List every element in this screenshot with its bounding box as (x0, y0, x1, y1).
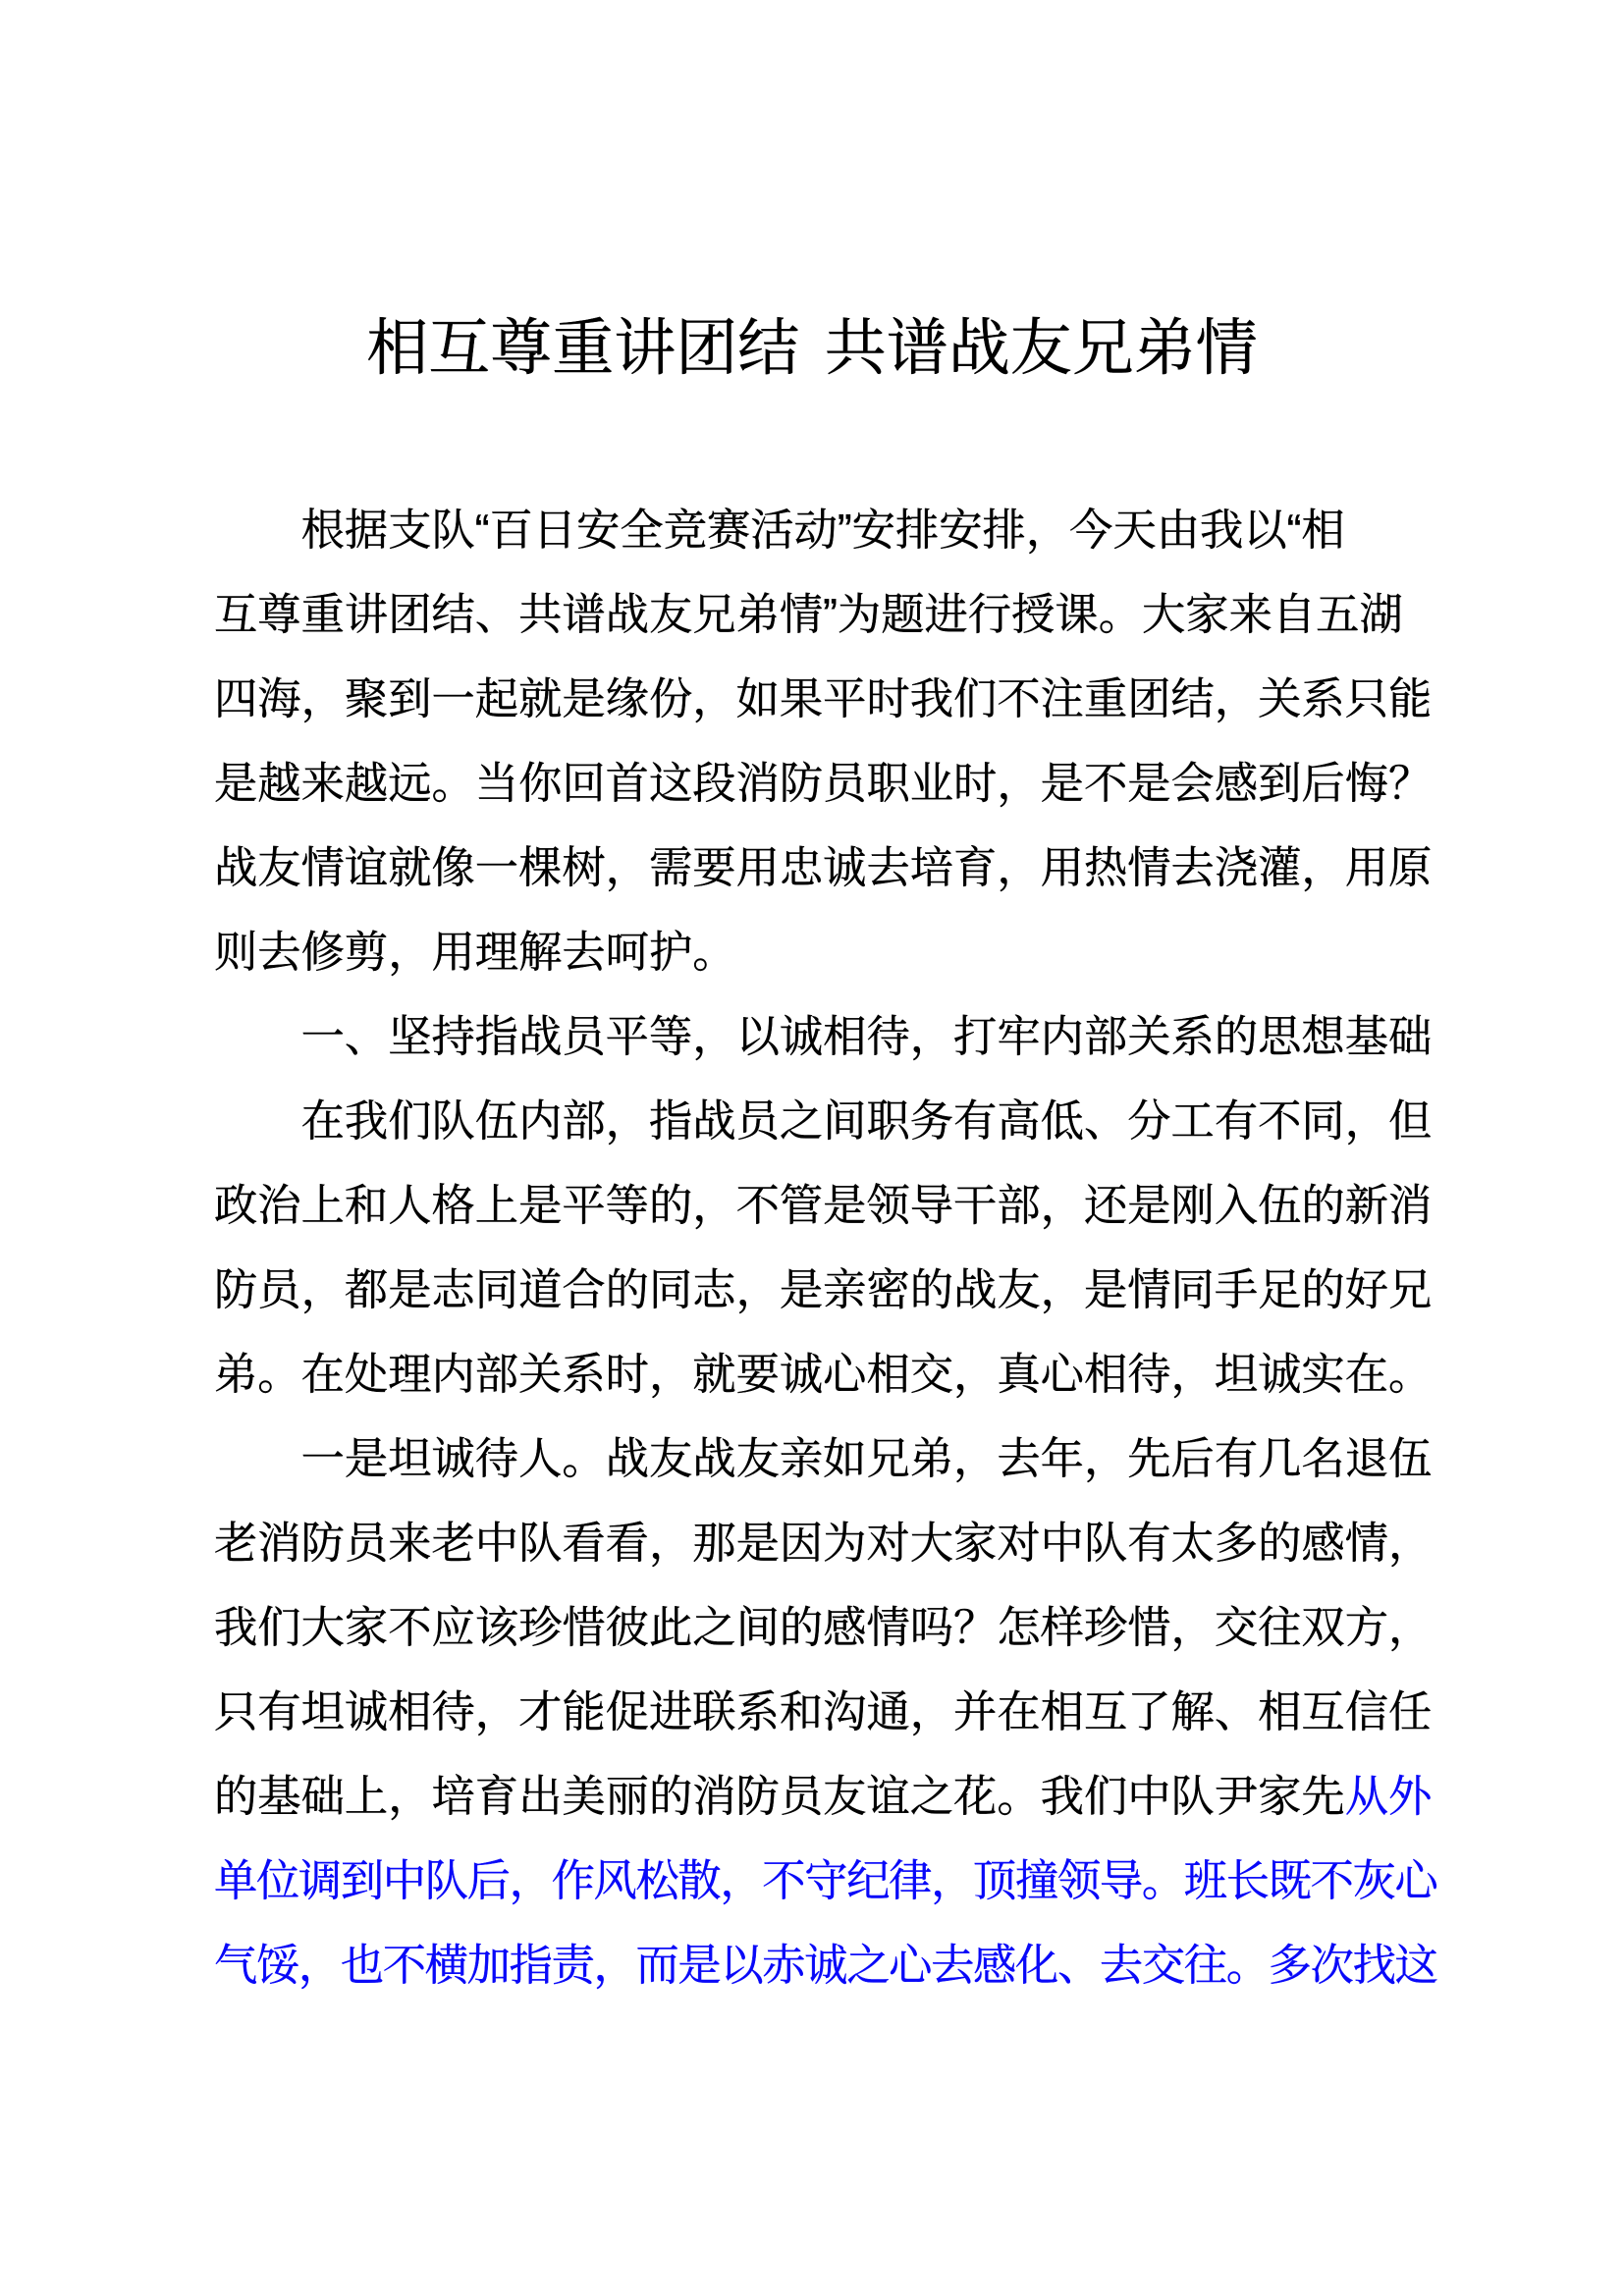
text-line: 防员，都是志同道合的同志，是亲密的战友，是情同手足的好兄 (214, 1266, 1433, 1314)
text-run-highlight: 从外 (1344, 1773, 1433, 1821)
text-line: 一是坦诚待人。战友战友亲如兄弟，去年，先后有几名退伍 (300, 1435, 1433, 1483)
text-line: 根据支队“百日安全竞赛活动”安排安排，今天由我以“相 (300, 507, 1345, 555)
text-line: 在我们队伍内部，指战员之间职务有高低、分工有不同，但 (300, 1097, 1433, 1146)
text-line-highlight: 气馁，也不横加指责，而是以赤诚之心去感化、去交往。多次找这 (214, 1942, 1437, 1990)
text-line: 四海，聚到一起就是缘份，如果平时我们不注重团结，关系只能 (214, 675, 1433, 723)
document-title: 相互尊重讲团结 共谱战友兄弟情 (366, 314, 1258, 383)
text-line: 互尊重讲团结、共谱战友兄弟情”为题进行授课。大家来自五湖 (214, 591, 1403, 639)
text-line: 老消防员来老中队看看，那是因为对大家对中队有太多的感情， (214, 1520, 1433, 1568)
text-line: 战友情谊就像一棵树，需要用忠诚去培育，用热情去浇灌，用原 (214, 844, 1433, 892)
text-line-section-heading: 一、坚持指战员平等，以诚相待，打牢内部关系的思想基础 (300, 1013, 1433, 1061)
text-run-black: 的基础上，培育出美丽的消防员友谊之花。我们中队尹家先 (214, 1773, 1345, 1821)
text-line: 弟。在处理内部关系时，就要诚心相交，真心相待，坦诚实在。 (214, 1351, 1433, 1399)
text-line: 只有坦诚相待，才能促进联系和沟通，并在相互了解、相互信任 (214, 1688, 1433, 1736)
document-body (214, 489, 1439, 2008)
text-line: 政治上和人格上是平等的，不管是领导干部，还是刚入伍的新消 (214, 1182, 1433, 1230)
text-line: 则去修剪，用理解去呵护。 (214, 929, 736, 977)
text-line-mixed-color (214, 1755, 1439, 1840)
text-line: 我们大家不应该珍惜彼此之间的感情吗？怎样珍惜，交往双方， (214, 1604, 1433, 1652)
text-line: 是越来越远。当你回首这段消防员职业时，是不是会感到后悔？ (214, 760, 1433, 808)
text-line-highlight: 单位调到中队后，作风松散，不守纪律，顶撞领导。班长既不灰心 (214, 1857, 1437, 1905)
